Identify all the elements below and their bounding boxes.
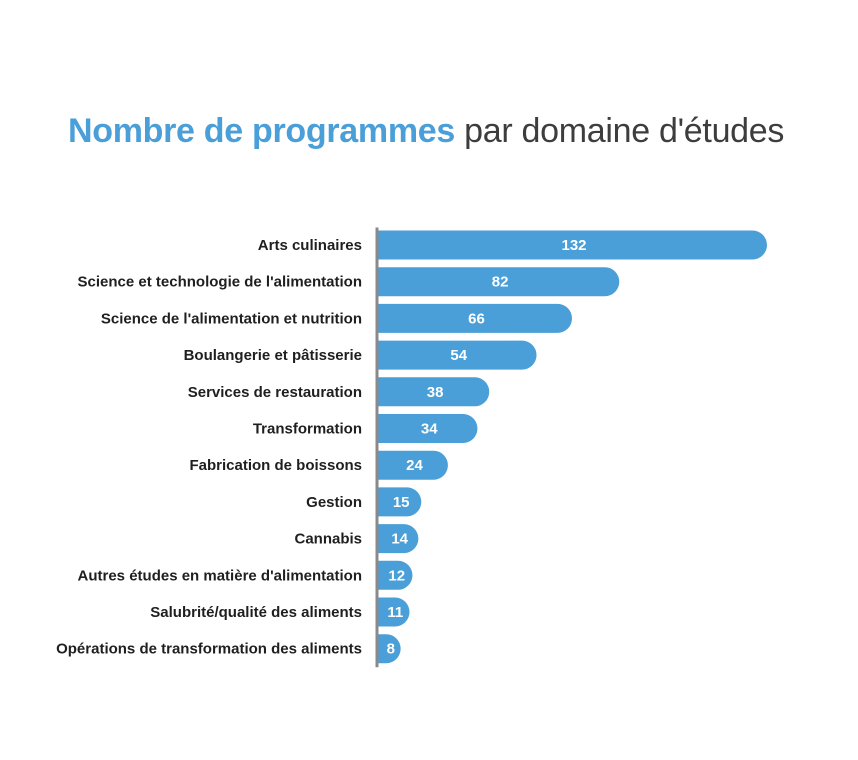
value-label: 66: [468, 310, 485, 328]
value-label: 38: [426, 383, 444, 401]
value-labels-group: [387, 237, 587, 658]
category-label: Cannabis: [294, 530, 362, 548]
value-label: 15: [392, 493, 410, 511]
category-label: Boulangerie et pâtisserie: [183, 347, 362, 365]
category-labels-group: [56, 237, 362, 658]
value-label: 8: [386, 640, 395, 658]
value-label: 34: [420, 420, 438, 438]
category-label: Gestion: [306, 493, 362, 511]
value-label: 14: [391, 530, 409, 548]
category-label: Salubrité/qualité des aliments: [150, 604, 362, 621]
value-label: 24: [406, 457, 423, 475]
category-label: Science de l'alimentation et nutrition: [100, 310, 362, 328]
category-label: Opérations de transformation des aliments: [56, 640, 362, 658]
value-label: 132: [561, 237, 587, 254]
category-label: Fabrication de boissons: [189, 457, 362, 475]
category-label: Autres études en matière d'alimentation: [77, 567, 362, 585]
category-label: Services de restauration: [187, 383, 362, 401]
chart-title-bold: Nombre de programmes: [68, 112, 455, 150]
value-label: 11: [387, 604, 404, 621]
category-label: Arts culinaires: [257, 237, 362, 254]
value-label: 54: [450, 347, 468, 365]
chart-title-rest: par domaine d'études: [464, 112, 785, 150]
value-label: 82: [491, 273, 509, 291]
category-label: Transformation: [252, 420, 362, 438]
value-label: 12: [388, 567, 406, 585]
category-label: Science et technologie de l'alimentation: [77, 273, 362, 291]
bars-group: [377, 231, 767, 664]
